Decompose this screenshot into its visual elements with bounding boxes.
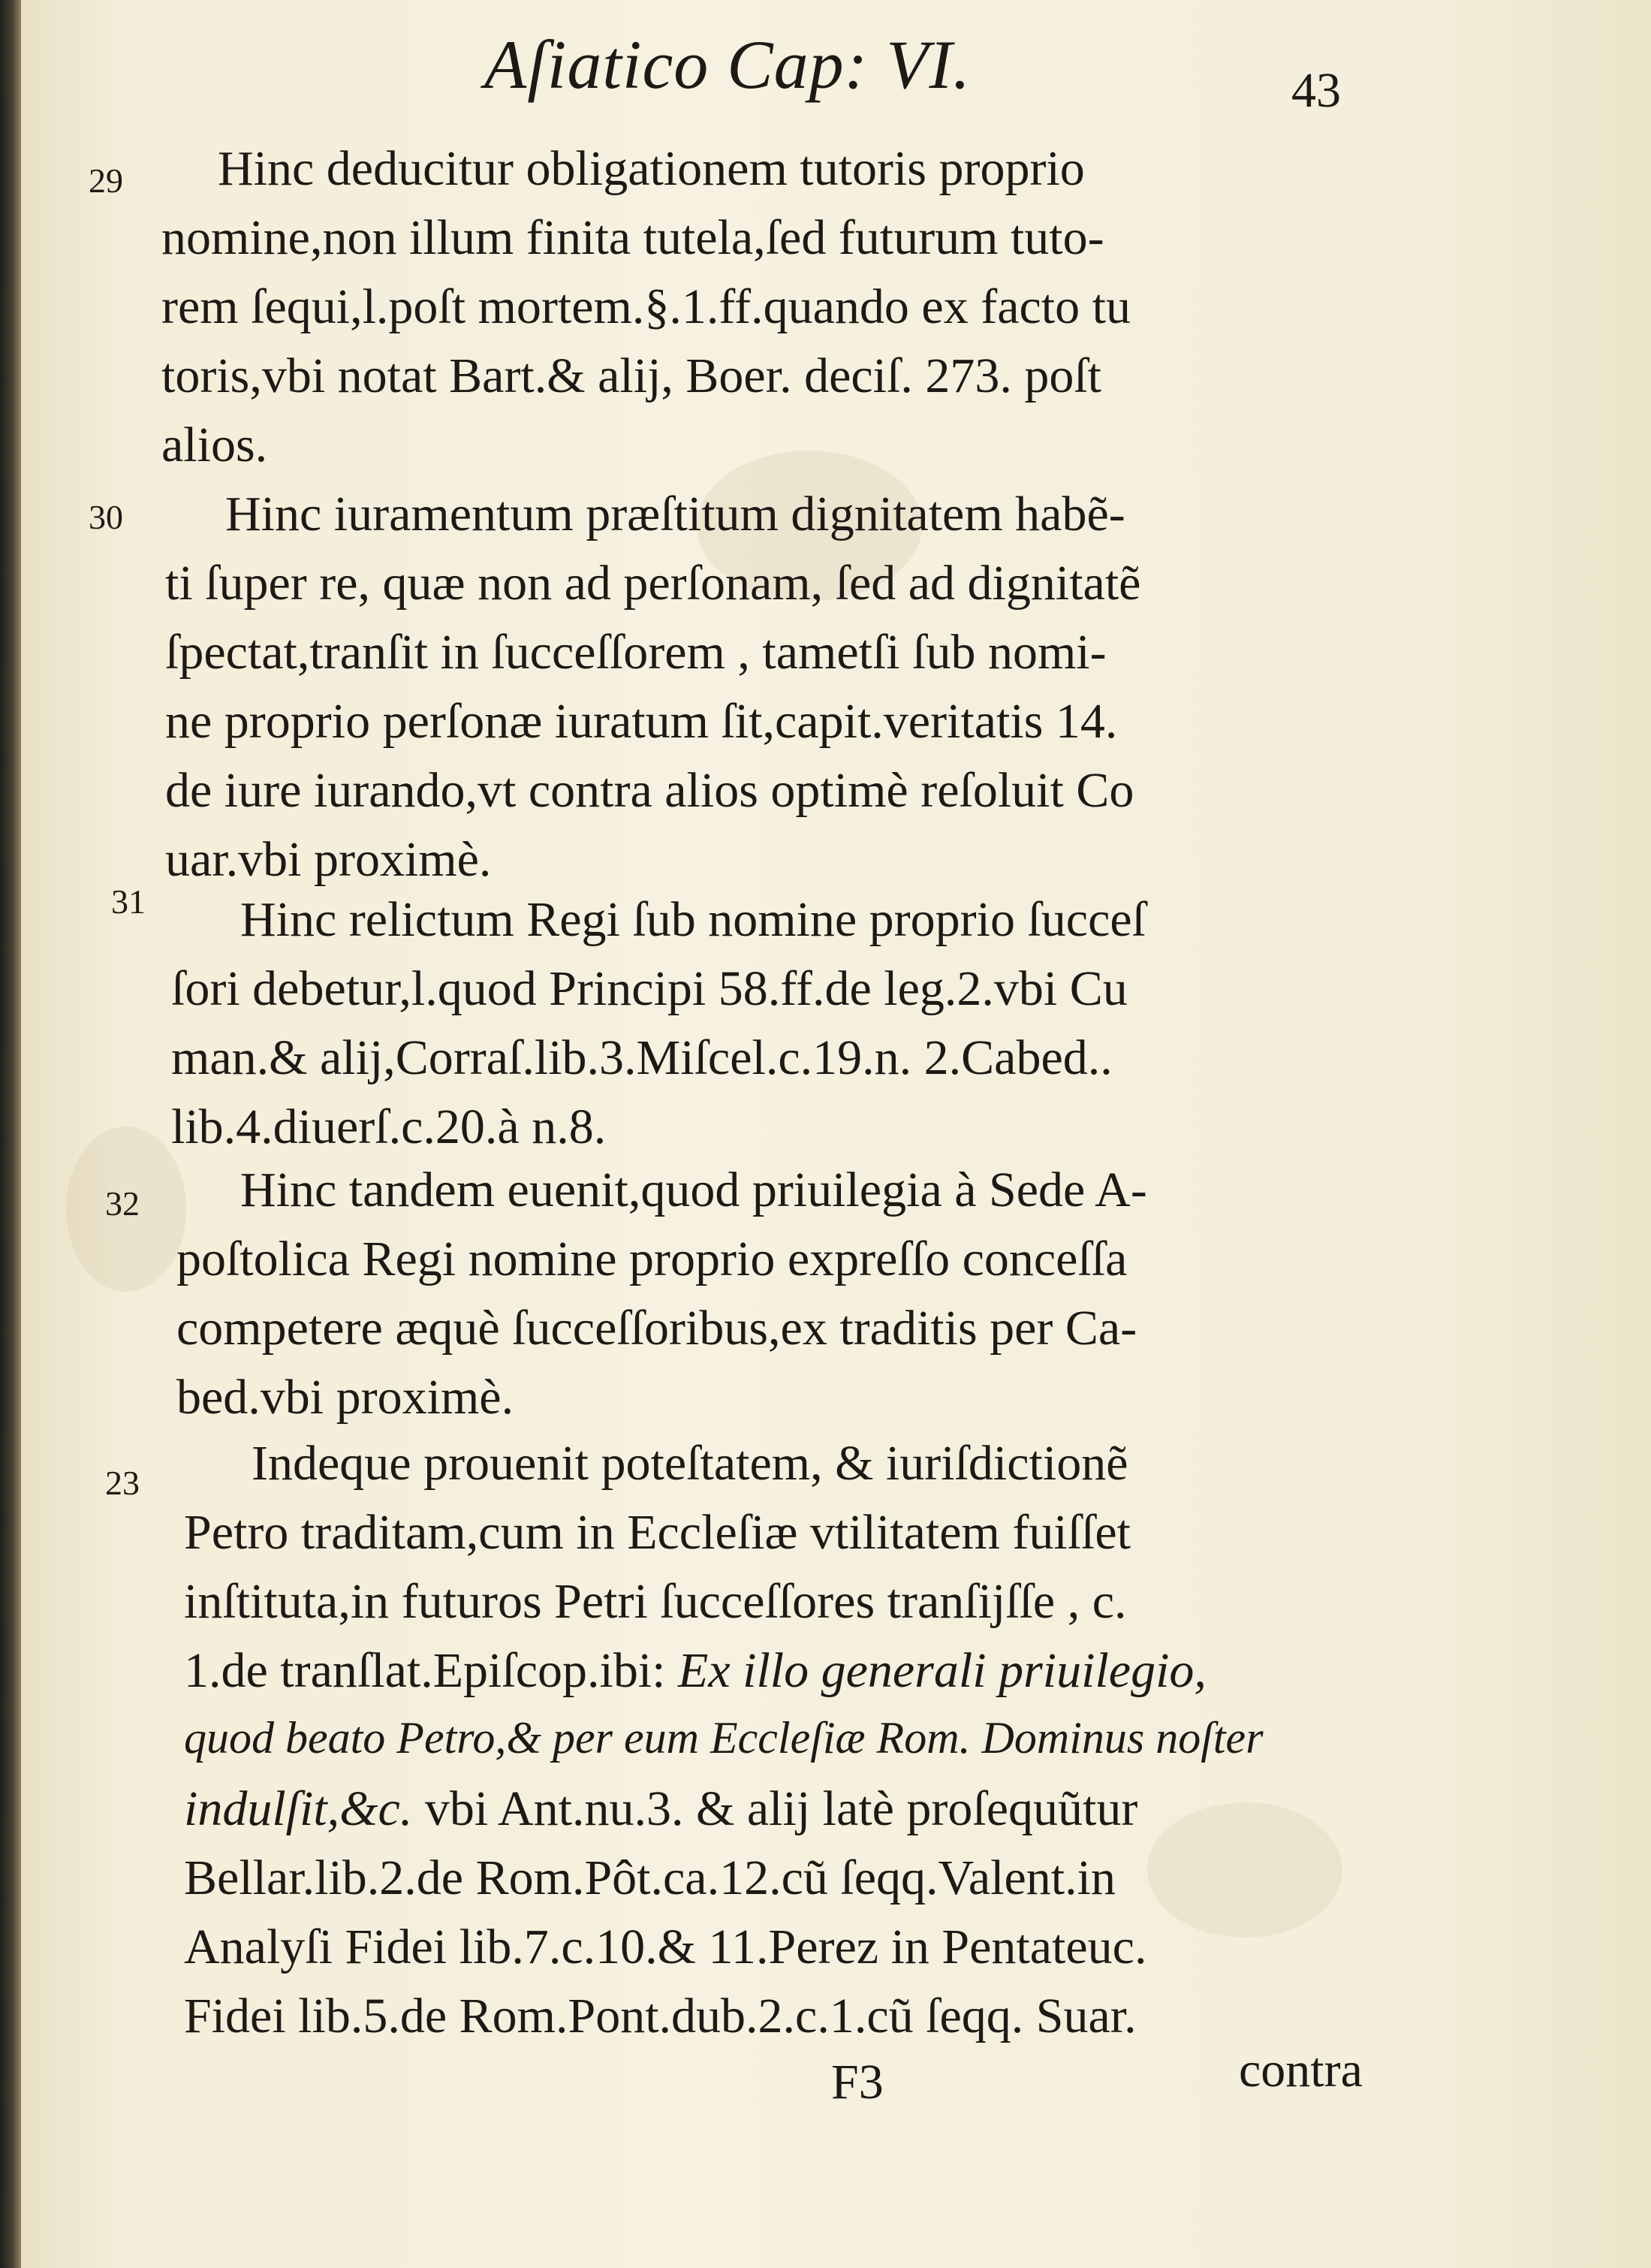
text-line: lib.4.diuerſ.c.20.à n.8. — [171, 1099, 607, 1154]
paragraph-number: 29 — [89, 161, 123, 200]
text-line: Hinc deducitur obligationem tutoris proprio — [218, 141, 1085, 196]
text-line: de iure iurando,vt contra alios optimè reſoluit Co — [165, 763, 1134, 818]
text-line: uar.vbi proximè. — [165, 832, 492, 887]
text-line: ti ſuper re, quæ non ad perſonam, ſed ad dignitatẽ — [165, 556, 1141, 611]
text-line: Hinc relictum Regi ſub nomine proprio ſucceſ — [240, 892, 1146, 947]
paragraph-number: 32 — [105, 1184, 140, 1223]
text-line: ſpectat,tranſit in ſucceſſorem , tametſi ſub nomi- — [165, 625, 1107, 680]
text-line: inſtituta,in futuros Petri ſucceſſores tranſijſſe , c. — [184, 1574, 1127, 1629]
text-line: Bellar.lib.2.de Rom.Pôt.ca.12.cũ ſeqq.Valent.in — [184, 1850, 1116, 1905]
text-line: alios. — [161, 418, 268, 472]
text-line: rem ſequi,l.poſt mortem.§.1.ff.quando ex facto tu — [161, 279, 1131, 334]
text-line: Indeque prouenit poteſtatem, & iuriſdictionẽ — [252, 1436, 1128, 1491]
text-line: competere æquè ſucceſſoribus,ex traditis per Ca- — [176, 1301, 1137, 1356]
paragraph-number: 23 — [105, 1464, 140, 1502]
text-line: ne proprio perſonæ iuratum ſit,capit.veritatis 14. — [165, 694, 1118, 749]
text-line: nomine,non illum finita tutela,ſed futurum tuto- — [161, 210, 1104, 265]
text-line: Fidei lib.5.de Rom.Pont.dub.2.c.1.cũ ſeqq. Suar. — [184, 1989, 1137, 2043]
text-line: bed.vbi proximè. — [176, 1370, 514, 1425]
citation-text: 1.de tranſlat.Epiſcop.ibi: — [184, 1643, 666, 1698]
text-line — [184, 1643, 1207, 1698]
text-line: ſori debetur,l.quod Principi 58.ff.de leg.2.vbi Cu — [171, 961, 1128, 1016]
signature-mark: F3 — [831, 2055, 884, 2110]
text-line: Hinc iuramentum præſtitum dignitatem habẽ- — [225, 487, 1125, 541]
page-number: 43 — [1291, 63, 1341, 118]
text-line: Hinc tandem euenit,quod priuilegia à Sede A- — [240, 1163, 1147, 1217]
catchword: contra — [1239, 2043, 1363, 2098]
text-line: Petro traditam,cum in Eccleſiæ vtilitatem fuiſſet — [184, 1505, 1131, 1560]
quoted-latin: indulſit,&c. — [184, 1781, 413, 1836]
text-line — [184, 1781, 1138, 1836]
text-line: Analyſi Fidei lib.7.c.10.& 11.Perez in Pentateuc. — [184, 1920, 1147, 1974]
quoted-latin: quod beato Petro,& per eum Eccleſiæ Rom. Dominus noſter — [184, 1713, 1264, 1763]
text-line: man.& alij,Corraſ.lib.3.Miſcel.c.19.n. 2.Cabed.. — [171, 1030, 1113, 1085]
paragraph-number: 30 — [89, 498, 123, 536]
paragraph-number: 31 — [111, 882, 146, 921]
text-line: toris,vbi notat Bart.& alij, Boer. deciſ. 273. poſt — [161, 348, 1102, 403]
quoted-latin: Ex illo generali priuilegio, — [678, 1643, 1207, 1698]
text-line: poſtolica Regi nomine proprio expreſſo conceſſa — [176, 1232, 1128, 1286]
citation-text: vbi Ant.nu.3. & alij latè proſequũtur — [424, 1781, 1138, 1836]
running-title: Aſiatico Cap: VI. — [484, 26, 972, 103]
